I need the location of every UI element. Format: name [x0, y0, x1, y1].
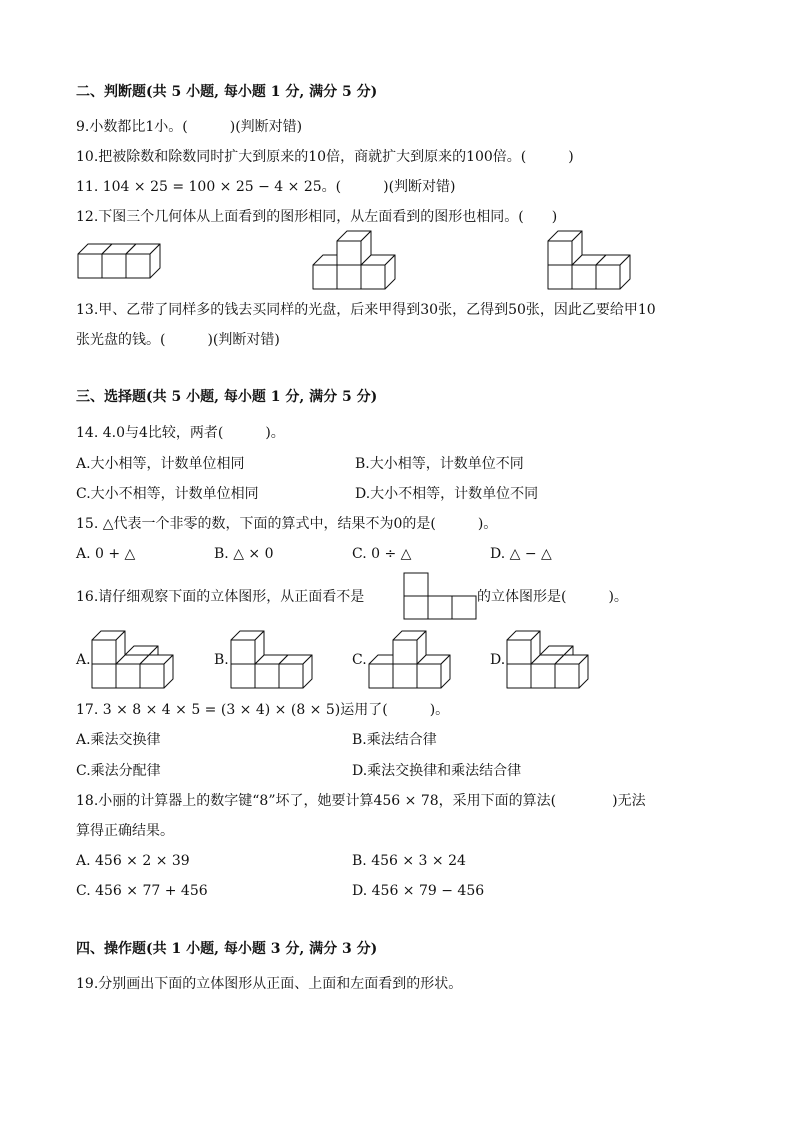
question-17: 17. 3 × 8 × 4 × 5 = (3 × 4) × (8 × 5)运用了( )。: [76, 702, 450, 718]
q15-option-a: A. 0 + △: [76, 546, 136, 562]
q17-option-b: B.乘法结合律: [352, 732, 437, 748]
q14-option-a: A.大小相等，计数单位相同: [76, 456, 245, 472]
q16-option-d-label: D.: [490, 652, 506, 668]
q16-option-c-label: C.: [352, 652, 367, 668]
q16-option-d-figure: [506, 627, 596, 689]
q12-figure-3: [547, 228, 637, 290]
q17-option-a: A.乘法交换律: [76, 732, 161, 748]
q18-option-d: D. 456 × 79 − 456: [352, 883, 485, 899]
q18-option-b: B. 456 × 3 × 24: [352, 853, 466, 869]
question-14: 14. 4.0与4比较，两者( )。: [76, 425, 285, 441]
q12-figure-1: [77, 239, 167, 279]
q16-option-c-figure: [368, 627, 458, 689]
q16-option-a-label: A.: [76, 652, 91, 668]
q14-option-c: C.大小不相等，计数单位相同: [76, 486, 259, 502]
question-11: 11. 104 × 25 = 100 × 25 − 4 × 25。( )(判断对错): [76, 179, 456, 195]
q15-option-c: C. 0 ÷ △: [352, 546, 412, 562]
q16-option-b-figure: [230, 627, 330, 689]
q12-figure-2: [312, 228, 402, 290]
q16-option-b-label: B.: [214, 652, 229, 668]
q15-option-d: D. △ − △: [490, 546, 552, 562]
question-9: 9.小数都比1小。( )(判断对错): [76, 119, 303, 135]
q16-front-view-figure: [403, 572, 477, 620]
q15-option-b: B. △ × 0: [214, 546, 274, 562]
section-heading-operation: 四、操作题(共 1 小题, 每小题 3 分, 满分 3 分): [76, 941, 378, 957]
q14-option-d: D.大小不相等，计数单位不同: [355, 486, 539, 502]
question-12: 12.下图三个几何体从上面看到的图形相同，从左面看到的图形也相同。( ): [76, 209, 558, 225]
q18-option-c: C. 456 × 77 + 456: [76, 883, 208, 899]
question-16-part-2: 的立体图形是( )。: [477, 589, 628, 605]
question-10: 10.把被除数和除数同时扩大到原来的10倍，商就扩大到原来的100倍。( ): [76, 149, 574, 165]
q17-option-d: D.乘法交换律和乘法结合律: [352, 763, 522, 779]
q18-option-a: A. 456 × 2 × 39: [76, 853, 190, 869]
q14-option-b: B.大小相等，计数单位不同: [355, 456, 524, 472]
question-13-line-1: 13.甲、乙带了同样多的钱去买同样的光盘，后来甲得到30张，乙得到50张，因此乙要给甲10: [76, 302, 656, 318]
question-18-line-1: 18.小丽的计算器上的数字键“8”坏了，她要计算456 × 78，采用下面的算法( )无法: [76, 793, 646, 809]
section-heading-choice: 三、选择题(共 5 小题, 每小题 1 分, 满分 5 分): [76, 389, 378, 405]
question-15: 15. △代表一个非零的数，下面的算式中，结果不为0的是( )。: [76, 516, 498, 532]
q16-option-a-figure: [91, 627, 181, 689]
question-18-line-2: 算得正确结果。: [76, 823, 174, 839]
section-heading-judgment: 二、判断题(共 5 小题, 每小题 1 分, 满分 5 分): [76, 84, 378, 100]
question-19: 19.分别画出下面的立体图形从正面、上面和左面看到的形状。: [76, 976, 463, 992]
question-13-line-2: 张光盘的钱。( )(判断对错): [76, 332, 280, 348]
question-16-part-1: 16.请仔细观察下面的立体图形，从正面看不是: [76, 589, 365, 605]
q17-option-c: C.乘法分配律: [76, 763, 161, 779]
